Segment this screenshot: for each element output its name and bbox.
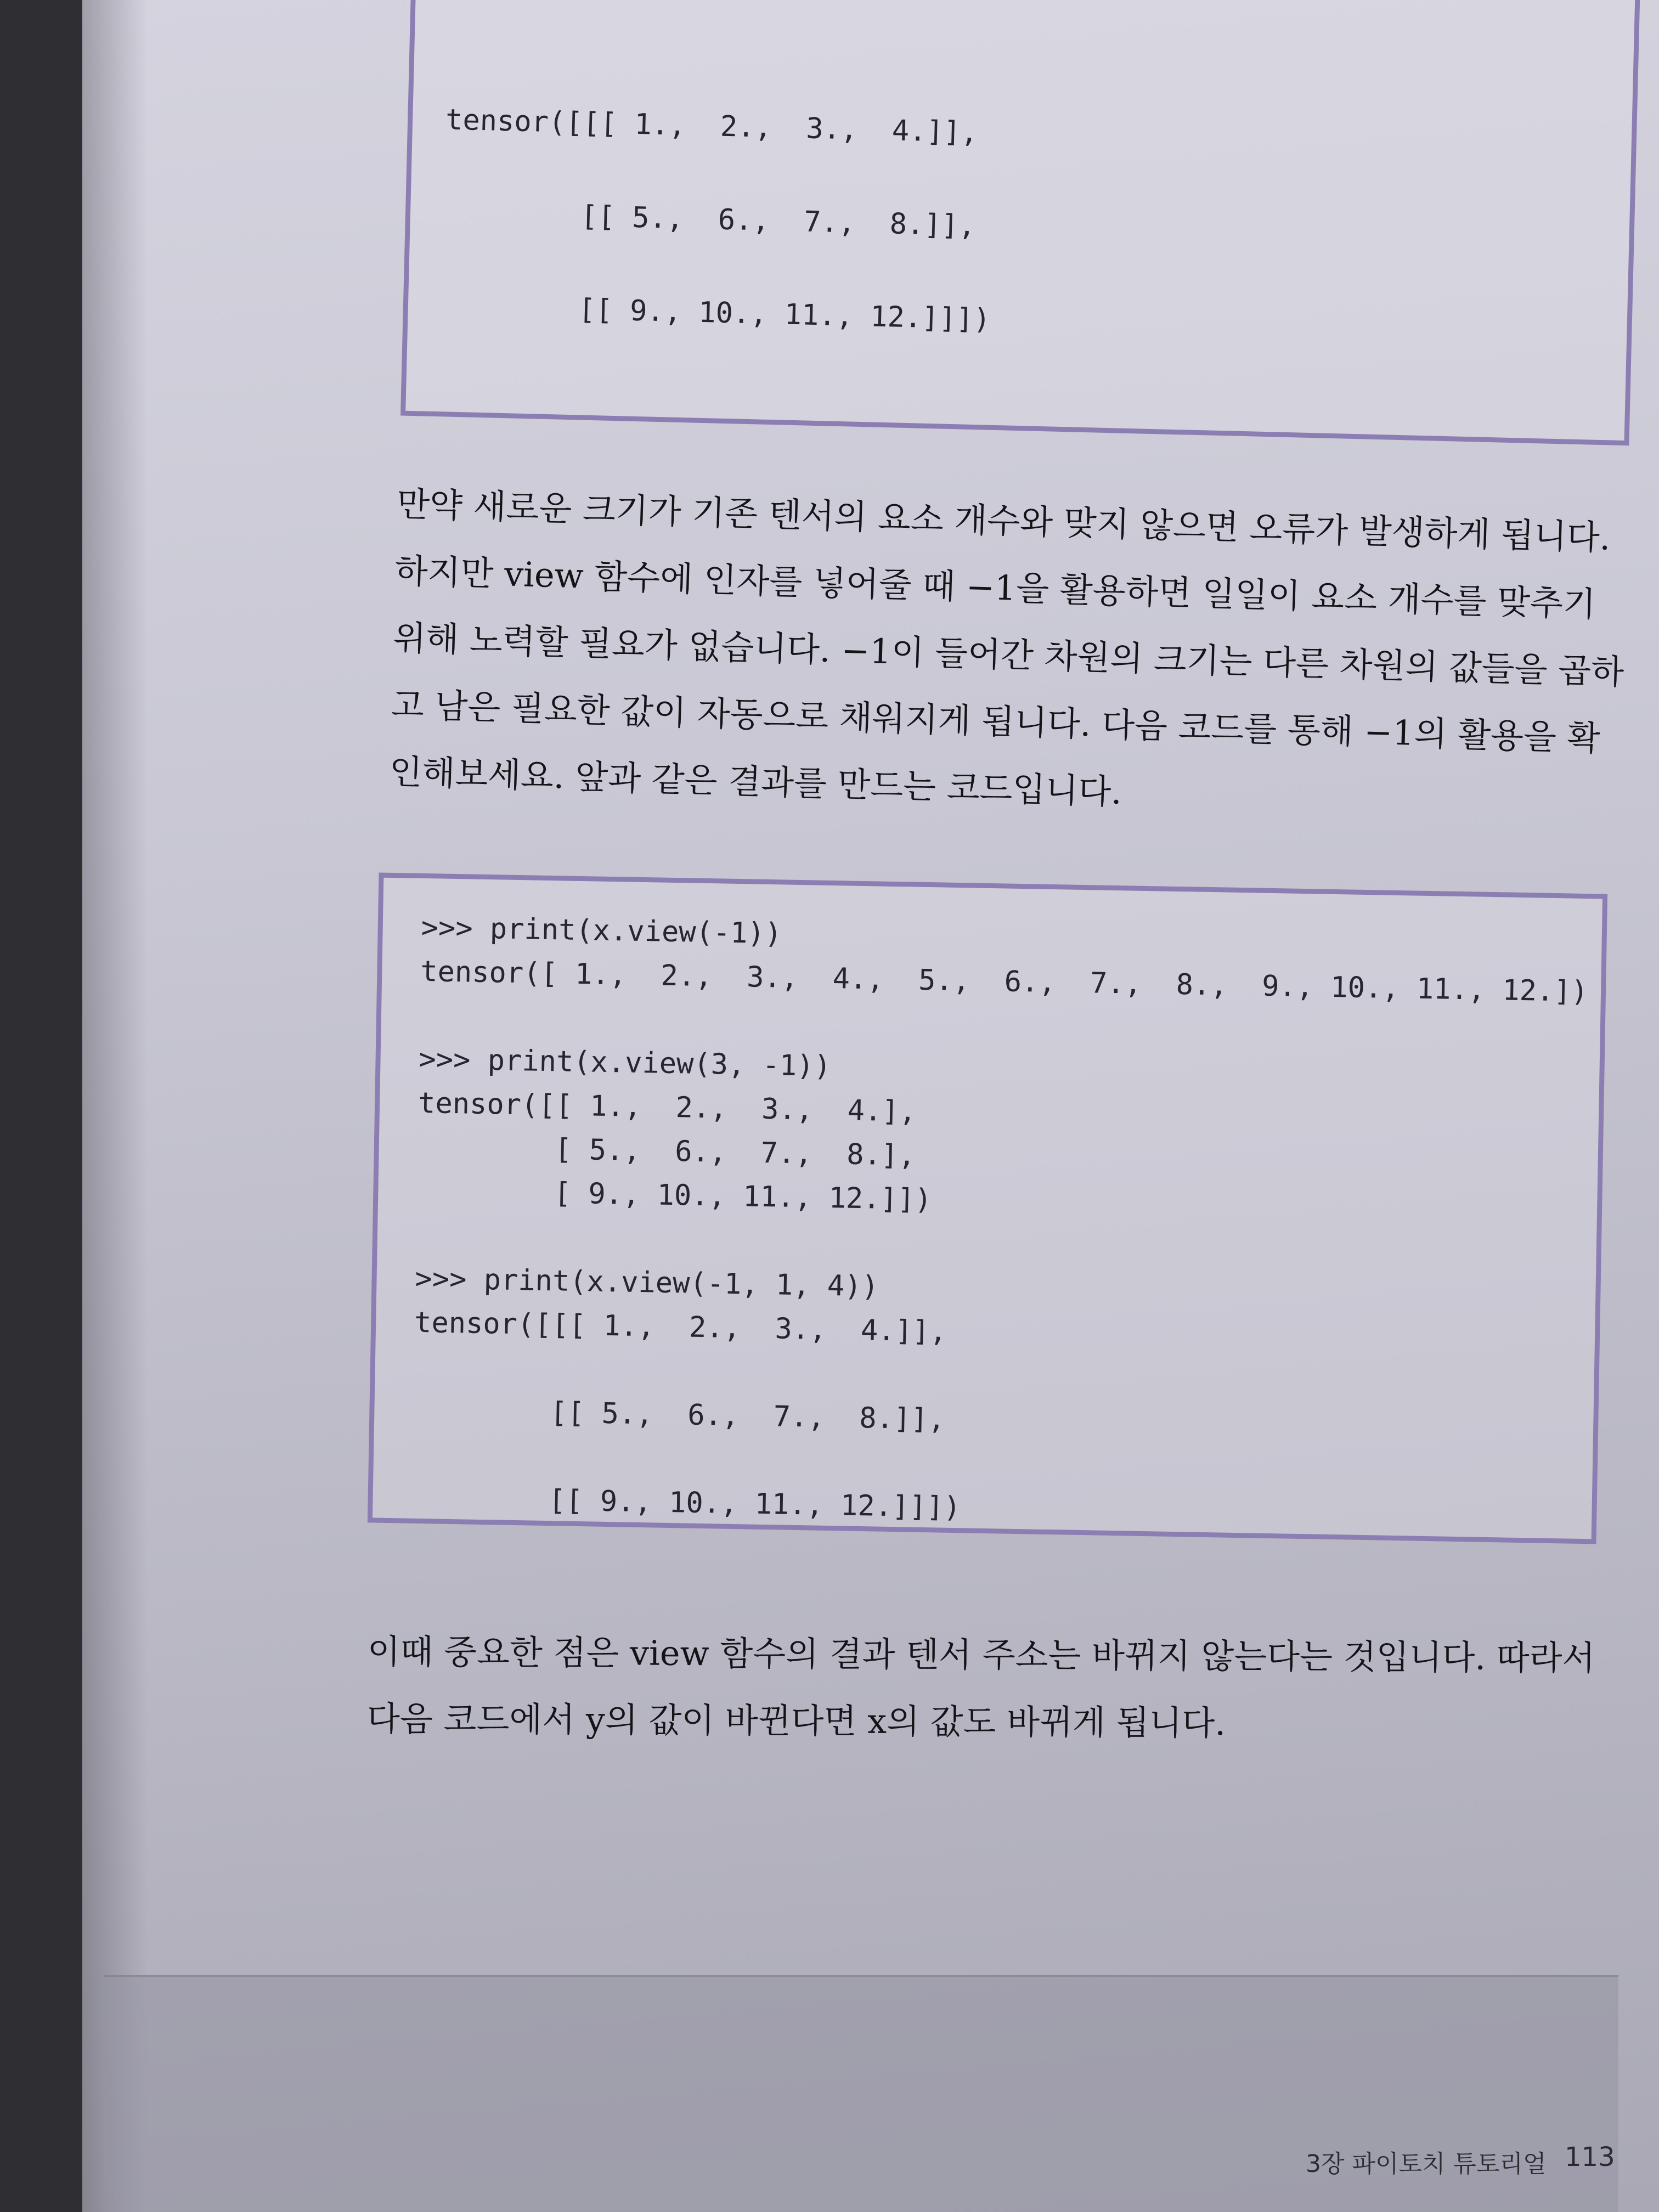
code-line: [[ 9., 10., 11., 12.]]]) [441, 290, 991, 336]
code-line [413, 1350, 414, 1383]
footer-chapter-title: 3장 파이토치 튜토리얼 [1306, 2150, 1547, 2178]
book-page [82, 0, 1659, 2212]
code-line: tensor([[[ 1., 2., 3., 4.]], [414, 1306, 947, 1348]
code-line [415, 1218, 416, 1251]
code-top-text [440, 73, 996, 366]
code-line: [[ 5., 6., 7., 8.]], [412, 1393, 946, 1436]
code-line: tensor([[ 1., 2., 3., 4.], [417, 1086, 917, 1128]
code-line: [ 5., 6., 7., 8.], [417, 1130, 916, 1172]
paragraph-view-address: 이때 중요한 점은 view 함수의 결과 텐서 주소는 바뀌지 않는다는 것입니다. 따라서 다음 코드에서 y의 값이 바뀐다면 x의 값도 바뀌게 됩니다. [366, 1631, 1595, 1743]
code-line: [[ 5., 6., 7., 8.]], [443, 196, 977, 243]
code-line: >>> print(x.view(-1, 1, 4)) [415, 1262, 879, 1304]
code-line: tensor([[[ 1., 2., 3., 4.]], [445, 103, 979, 150]
code-line: >>> print(x.view(-1)) [421, 911, 782, 951]
code-block-main [368, 873, 1607, 1544]
footer-page-number: 113 [1565, 2142, 1615, 2172]
code-line: >>> print(x.view(3, -1)) [419, 1042, 832, 1083]
code-line [411, 1438, 412, 1471]
code-line [419, 999, 420, 1032]
code-main-text [411, 906, 1589, 1541]
code-line: tensor([ 1., 2., 3., 4., 5., 6., 7., 8., 9., 10., 11., 12.]) [420, 955, 1589, 1009]
code-block-top [400, 0, 1640, 445]
code-line: [[ 9., 10., 11., 12.]]]) [411, 1481, 961, 1525]
code-line: [ 9., 10., 11., 12.]]) [416, 1174, 932, 1217]
paragraph-view-minus-one: 만약 새로운 크기가 기존 텐서의 요소 개수와 맞지 않으면 오류가 발생하게 됩니다. 하지만 view 함수에 인자를 넣어줄 때 −1을 활용하면 일일이 요소 개수를 맞추기 위해 노력할 필요가 없습니다. −1이 들어간 차원의 크기는 다른 차원의 값들을 곱하고 남은 필요한 값이 자동으로 채워지게 됩니다. 다음 코드를 통해 −1의 활용을 확인해보세요. 앞과 같은 결과를 만드는 코드입니다. [388, 483, 1625, 812]
page-gutter-shadow [82, 0, 148, 2212]
